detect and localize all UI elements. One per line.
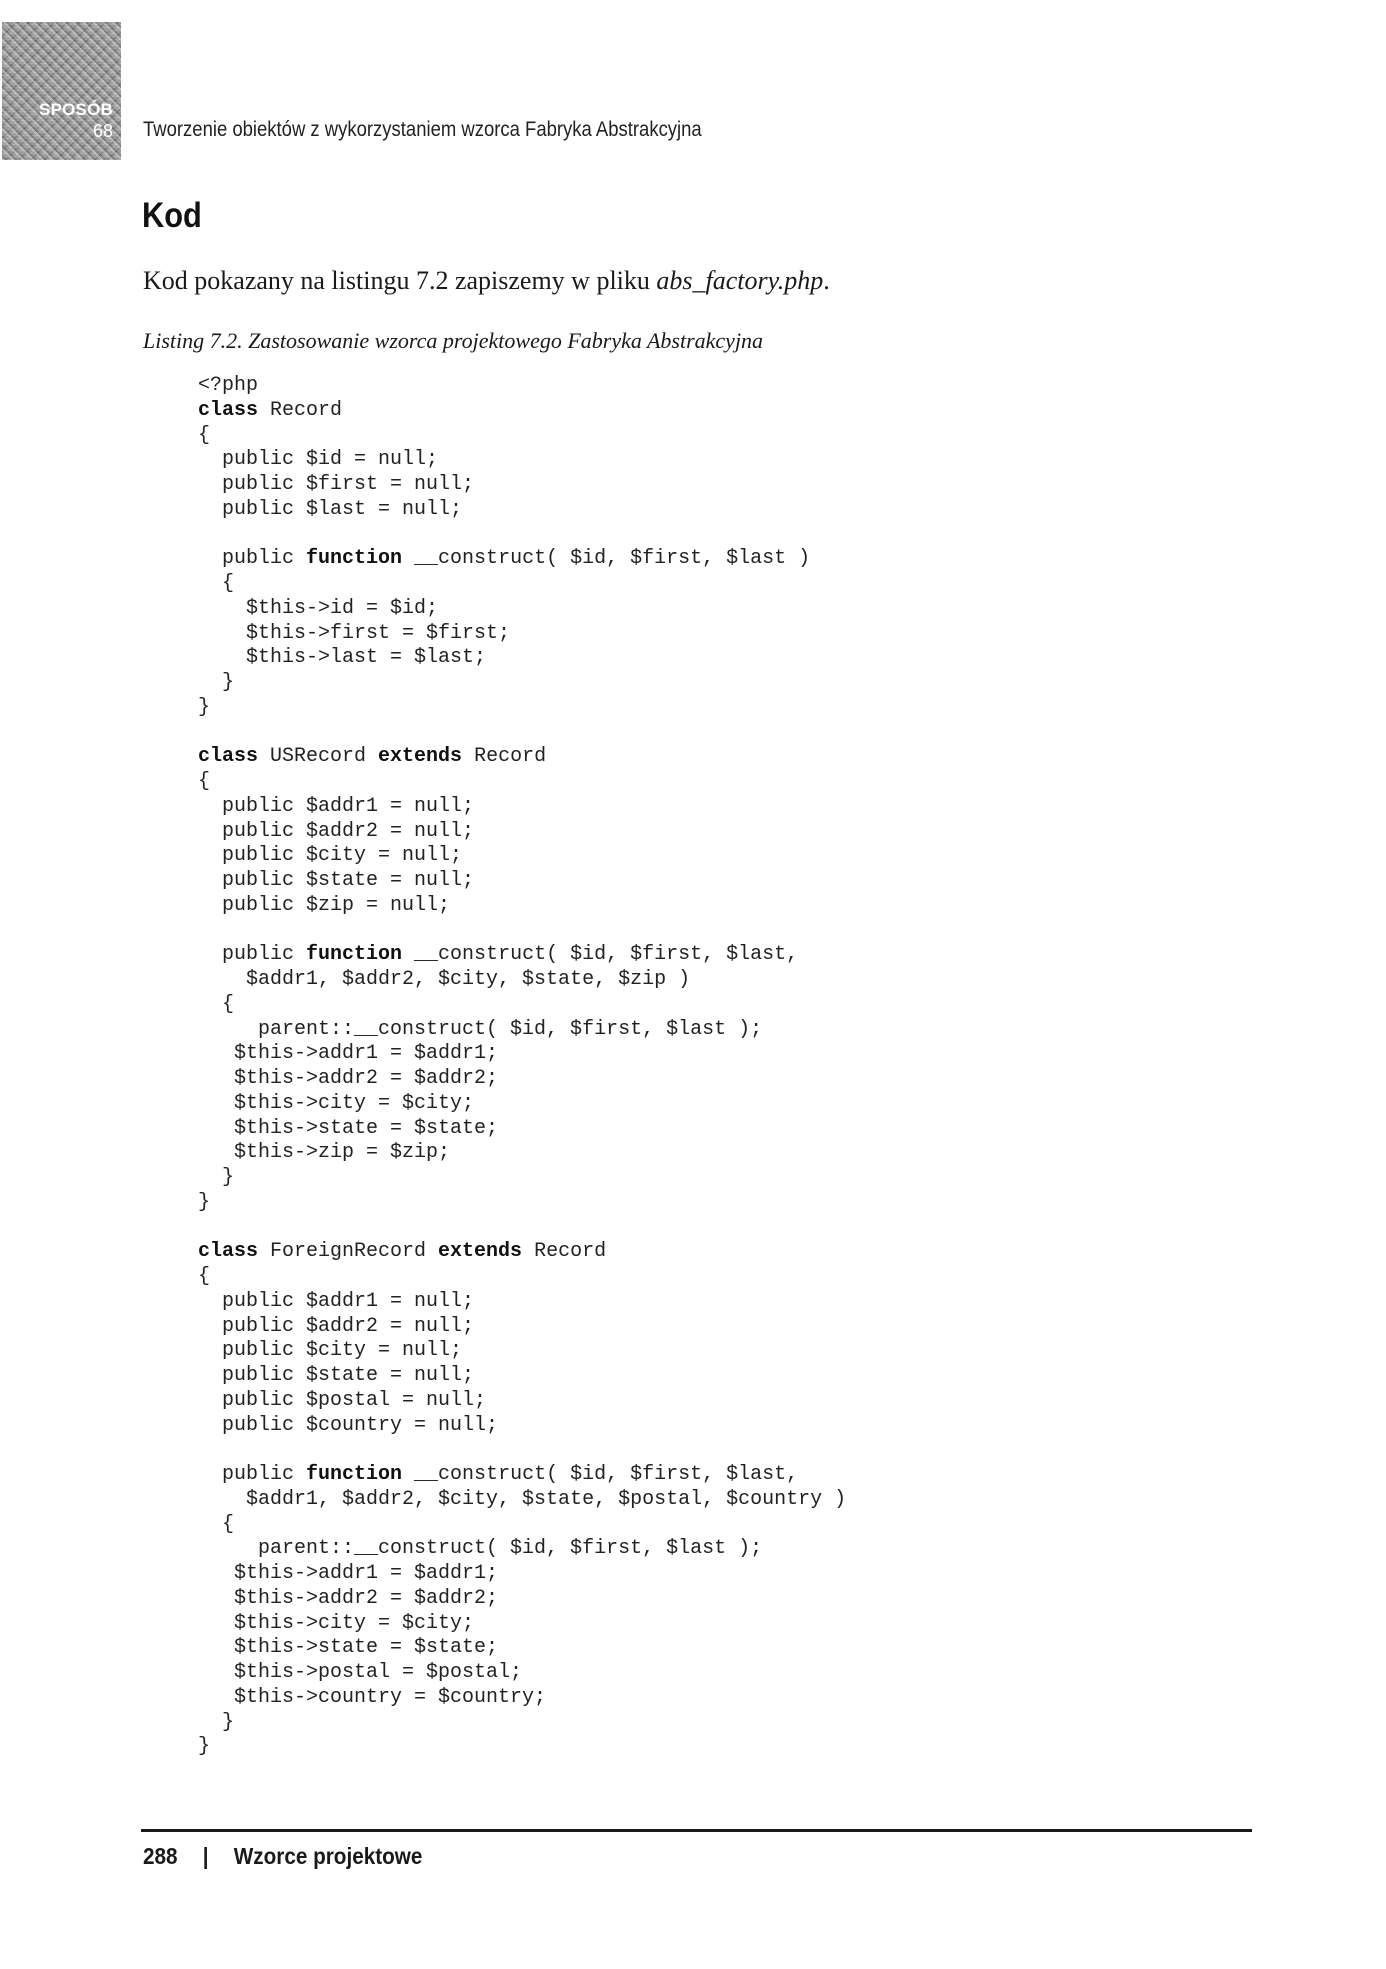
code-text: public $city = null;	[198, 844, 463, 868]
code-text: {	[198, 1265, 211, 1288]
code-text: {	[198, 572, 235, 595]
code-line	[198, 1191, 846, 1216]
code-text: ForeignRecord	[258, 1240, 439, 1264]
badge-label: SPOSÓB	[39, 100, 113, 119]
code-line	[198, 1389, 846, 1414]
code-line	[198, 1240, 846, 1265]
badge-number: 68	[92, 121, 113, 141]
code-text: __construct( $id, $first, $last,	[402, 1463, 799, 1486]
code-line	[198, 424, 846, 449]
code-text: }	[198, 671, 235, 694]
code-text: public $zip = null;	[198, 893, 451, 917]
code-text: __construct( $id, $first, $last )	[402, 547, 811, 571]
code-line	[198, 1364, 846, 1389]
code-line	[198, 820, 846, 845]
code-line	[198, 696, 846, 721]
code-line	[198, 770, 846, 795]
code-line	[198, 572, 846, 597]
code-line	[198, 1537, 846, 1562]
code-text: Record	[258, 398, 343, 422]
code-text: public	[198, 943, 307, 967]
code-text: $this->addr1 = $addr1;	[198, 1562, 499, 1585]
code-text: }	[198, 695, 211, 719]
intro-text: Kod pokazany na listingu 7.2 zapiszemy w pliku	[143, 266, 657, 295]
code-text: public $id = null;	[198, 448, 439, 472]
listing-caption: Listing 7.2. Zastosowanie wzorca projektowego Fabryka Abstrakcyjna	[143, 328, 764, 353]
code-line	[198, 547, 846, 572]
code-line	[198, 1290, 846, 1315]
code-line	[198, 374, 846, 399]
code-text: $this->addr1 = $addr1;	[198, 1042, 499, 1066]
code-line	[198, 1513, 846, 1538]
code-line	[198, 1463, 846, 1488]
code-text: {	[198, 992, 235, 1016]
code-text: {	[198, 423, 211, 447]
code-keyword: class	[198, 745, 259, 769]
code-line	[198, 1711, 846, 1736]
code-text: $this->addr2 = $addr2;	[198, 1067, 499, 1090]
code-text: $addr1, $addr2, $city, $state, $zip )	[198, 968, 691, 991]
code-line	[198, 1661, 846, 1686]
code-line	[198, 1216, 846, 1241]
code-text: $this->city = $city;	[198, 1611, 475, 1635]
code-line	[198, 1562, 846, 1587]
code-keyword: class	[198, 1240, 259, 1264]
code-line	[198, 1042, 846, 1067]
code-line	[198, 1612, 846, 1637]
code-text: public $last = null;	[198, 497, 463, 521]
code-line	[198, 844, 846, 869]
code-text: Record	[522, 1240, 607, 1264]
code-line	[198, 1414, 846, 1439]
code-text: }	[198, 1190, 211, 1214]
code-text: Record	[462, 745, 547, 769]
code-text: parent::__construct( $id, $first, $last );	[198, 1017, 763, 1041]
code-text: }	[198, 1166, 235, 1189]
code-keyword: extends	[378, 745, 463, 769]
code-text: public $city = null;	[198, 1339, 463, 1363]
code-text: $this->postal = $postal;	[198, 1661, 523, 1684]
code-text: public $addr1 = null;	[198, 1289, 475, 1313]
code-line	[198, 448, 846, 473]
code-text: $this->first = $first;	[198, 621, 511, 645]
intro-paragraph	[143, 266, 830, 296]
code-line	[198, 993, 846, 1018]
code-keyword: function	[306, 547, 403, 571]
code-line	[198, 498, 846, 523]
code-line	[198, 745, 846, 770]
code-line	[198, 399, 846, 424]
code-text: <?php	[198, 374, 259, 397]
code-text: public $state = null;	[198, 1364, 475, 1387]
code-keyword: extends	[438, 1240, 523, 1264]
code-text: $this->city = $city;	[198, 1091, 475, 1115]
code-keyword: function	[306, 1463, 403, 1486]
code-line	[198, 622, 846, 647]
code-text: public	[198, 1463, 307, 1486]
file-name: abs_factory.php	[656, 266, 824, 295]
code-text: parent::__construct( $id, $first, $last );	[198, 1537, 763, 1561]
code-text: $this->id = $id;	[198, 596, 439, 620]
page-footer	[143, 1843, 422, 1870]
code-text: }	[198, 1735, 211, 1759]
code-text: public $addr1 = null;	[198, 794, 475, 818]
code-text: public $addr2 = null;	[198, 819, 475, 843]
code-line	[198, 523, 846, 548]
code-line	[198, 968, 846, 993]
code-text: public $addr2 = null;	[198, 1314, 475, 1338]
code-text: $this->state = $state;	[198, 1116, 499, 1140]
code-text: $this->last = $last;	[198, 646, 487, 670]
code-line	[198, 1141, 846, 1166]
intro-end: .	[823, 266, 830, 295]
code-text: __construct( $id, $first, $last,	[402, 943, 799, 967]
code-line	[198, 943, 846, 968]
code-line	[198, 1339, 846, 1364]
code-line	[198, 1092, 846, 1117]
code-line	[198, 1636, 846, 1661]
code-text: $this->state = $state;	[198, 1636, 499, 1660]
code-text: $this->addr2 = $addr2;	[198, 1586, 499, 1610]
code-line	[198, 597, 846, 622]
code-text: public $postal = null;	[198, 1388, 487, 1412]
code-line	[198, 1735, 846, 1760]
section-badge	[2, 22, 121, 160]
code-text: $this->zip = $zip;	[198, 1141, 451, 1165]
code-text: $addr1, $addr2, $city, $state, $postal, $country )	[198, 1487, 847, 1511]
code-text: public $country = null;	[198, 1413, 499, 1437]
code-line	[198, 1117, 846, 1142]
code-line	[198, 1315, 846, 1340]
code-keyword: function	[306, 943, 403, 967]
footer-rule	[141, 1829, 1252, 1832]
code-line	[198, 646, 846, 671]
code-line	[198, 1587, 846, 1612]
code-line	[198, 473, 846, 498]
code-line	[198, 1686, 846, 1711]
code-line	[198, 721, 846, 746]
code-line	[198, 1067, 846, 1092]
code-line	[198, 1166, 846, 1191]
code-keyword: class	[198, 398, 259, 422]
code-line	[198, 894, 846, 919]
code-line	[198, 1018, 846, 1043]
code-line	[198, 671, 846, 696]
code-text: }	[198, 1710, 235, 1734]
code-text: {	[198, 1512, 235, 1536]
code-text: {	[198, 770, 211, 793]
code-line	[198, 1265, 846, 1290]
page-number: 288	[143, 1843, 178, 1869]
code-text: $this->country = $country;	[198, 1685, 547, 1709]
code-text: public	[198, 547, 307, 571]
code-text: public $first = null;	[198, 473, 475, 496]
code-text: public $state = null;	[198, 869, 475, 892]
code-text: USRecord	[258, 745, 379, 769]
code-line	[198, 1488, 846, 1513]
code-listing	[198, 374, 846, 1760]
footer-separator: |	[202, 1843, 209, 1869]
code-line	[198, 1438, 846, 1463]
running-header: Tworzenie obiektów z wykorzystaniem wzorca Fabryka Abstrakcyjna	[143, 118, 702, 141]
code-line	[198, 869, 846, 894]
section-title: Kod	[142, 196, 202, 235]
chapter-title: Wzorce projektowe	[233, 1843, 423, 1869]
code-line	[198, 795, 846, 820]
code-line	[198, 919, 846, 944]
